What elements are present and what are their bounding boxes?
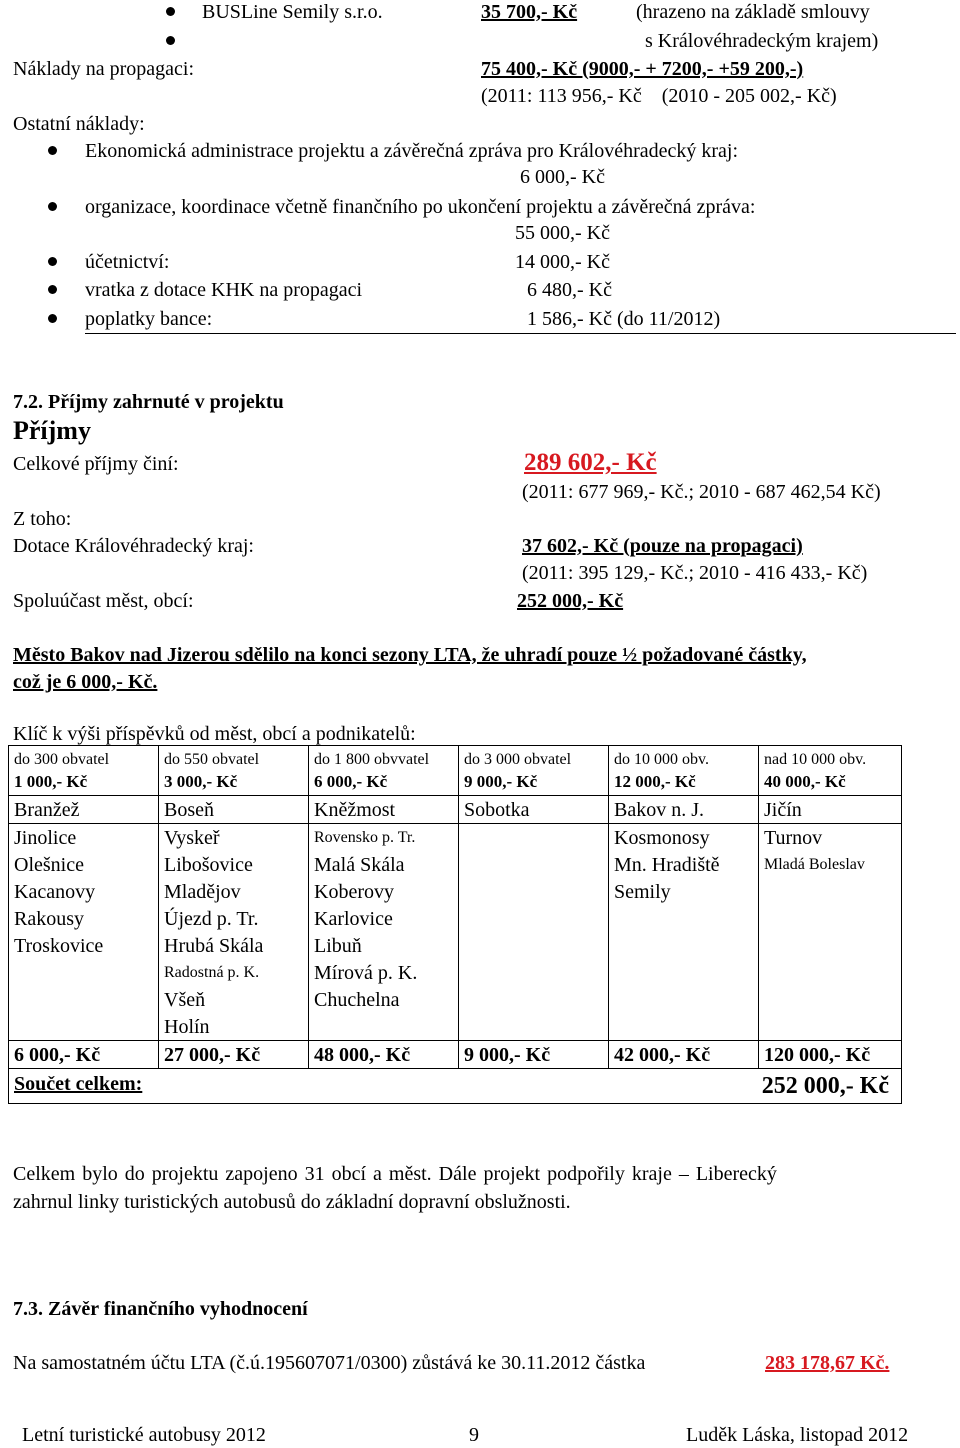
bullet-item-4: [48, 285, 57, 294]
total-cell: 42 000,- Kč: [609, 1041, 759, 1069]
table-cell: Všeň: [159, 986, 309, 1013]
table-cell: [459, 851, 609, 878]
income-total-history: (2011: 677 969,- Kč.; 2010 - 687 462,54 Kč): [522, 481, 881, 503]
cost-item-label: organizace, koordinace včetně finančního po ukončení projektu a závěrečná zpráva:: [85, 196, 756, 218]
sum-label: Součet celkem:: [14, 1073, 143, 1095]
table-cell: Troskovice: [9, 932, 159, 959]
bullet-item-1: [48, 146, 57, 155]
table-cell: Koberovy: [309, 878, 459, 905]
contribution-key-table: [8, 745, 902, 1104]
total-cell: 27 000,- Kč: [159, 1041, 309, 1069]
table-cell: [759, 878, 902, 905]
table-cell: Boseň: [159, 796, 309, 824]
cost-item-label: vratka z dotace KHK na propagaci: [85, 279, 363, 301]
busline-note-2: s Královéhradeckým krajem): [645, 30, 879, 52]
footer-right: Luděk Láska, listopad 2012: [686, 1424, 909, 1446]
sum-value: 252 000,- Kč: [761, 1073, 889, 1099]
conclusion-heading: 7.3. Závěr finančního vyhodnocení: [13, 1298, 308, 1320]
table-cell: Malá Skála: [309, 851, 459, 878]
propagation-amount: 75 400,- Kč (9000,- + 7200,- +59 200,-): [481, 58, 804, 80]
bakov-notice-line-1: Město Bakov nad Jizerou sdělilo na konci sezony LTA, že uhradí pouze ½ požadované částky,: [13, 644, 807, 666]
cost-item-amount: 14 000,- Kč: [515, 251, 610, 273]
table-cell: Mladá Boleslav: [759, 851, 902, 878]
income-towns-value: 252 000,- Kč: [517, 590, 624, 612]
table-cell: Hrubá Skála: [159, 932, 309, 959]
table-cell: [759, 905, 902, 932]
header-cell: do 300 obvatel 1 000,- Kč: [9, 746, 159, 796]
table-cell: [759, 959, 902, 986]
table-cell: [759, 986, 902, 1013]
table-row: [9, 851, 902, 878]
table-cell: [459, 824, 609, 852]
table-header-row: [9, 746, 902, 796]
cost-item-amount: 1 586,- Kč (do 11/2012): [527, 308, 721, 330]
bullet-item-2: [48, 202, 57, 211]
income-region-history: (2011: 395 129,- Kč.; 2010 - 416 433,- Kč): [522, 562, 868, 584]
income-total-label: Celkové příjmy činí:: [13, 453, 179, 475]
total-cell: 120 000,- Kč: [759, 1041, 902, 1069]
table-cell: [609, 932, 759, 959]
table-cell: [459, 905, 609, 932]
footer-page-number: 9: [469, 1424, 479, 1446]
table-cell: Holín: [159, 1013, 309, 1041]
table-cell: Branžež: [9, 796, 159, 824]
table-cell: [9, 1013, 159, 1041]
table-cell: [459, 1013, 609, 1041]
table-cell: Karlovice: [309, 905, 459, 932]
table-sum-row: [9, 1069, 902, 1104]
table-cell: Mn. Hradiště: [609, 851, 759, 878]
table-row: [9, 1013, 902, 1041]
table-row: [9, 878, 902, 905]
table-cell: Libošovice: [159, 851, 309, 878]
table-cell: Sobotka: [459, 796, 609, 824]
table-cell: [459, 878, 609, 905]
income-section-heading: 7.2. Příjmy zahrnuté v projektu: [13, 391, 284, 413]
bakov-notice-line-2: což je 6 000,- Kč.: [13, 671, 158, 693]
header-cell: do 550 obvatel 3 000,- Kč: [159, 746, 309, 796]
conclusion-text: Na samostatném účtu LTA (č.ú.195607071/0300) zůstává ke 30.11.2012 částka: [13, 1352, 646, 1374]
table-row: [9, 824, 902, 852]
table-cell: [759, 932, 902, 959]
table-cell: Vyskeř: [159, 824, 309, 852]
table-cell: [759, 1013, 902, 1041]
bullet-item-5: [48, 314, 57, 323]
table-cell: Mírová p. K.: [309, 959, 459, 986]
header-cell: do 1 800 obvvatel 6 000,- Kč: [309, 746, 459, 796]
table-cell: Mladějov: [159, 878, 309, 905]
sum-cell: [9, 1069, 902, 1104]
cost-item-label: poplatky bance:: [85, 308, 213, 330]
bullet-item-3: [48, 257, 57, 266]
table-cell: Semily: [609, 878, 759, 905]
footer-left: Letní turistické autobusy 2012: [22, 1424, 266, 1446]
table-totals-row: [9, 1041, 902, 1069]
table-cell: [609, 959, 759, 986]
table-cell: [9, 959, 159, 986]
header-cell: nad 10 000 obv. 40 000,- Kč: [759, 746, 902, 796]
table-cell: Turnov: [759, 824, 902, 852]
table-cell: [459, 932, 609, 959]
table-row: [9, 932, 902, 959]
busline-amount: 35 700,- Kč: [481, 1, 578, 23]
cost-item-amount: 55 000,- Kč: [515, 222, 610, 244]
table-cell: Kacanovy: [9, 878, 159, 905]
total-cell: 6 000,- Kč: [9, 1041, 159, 1069]
cost-item-amount: 6 000,- Kč: [520, 166, 605, 188]
table-cell: Újezd p. Tr.: [159, 905, 309, 932]
propagation-history: (2011: 113 956,- Kč (2010 - 205 002,- Kč): [481, 85, 837, 107]
table-cell: [9, 986, 159, 1013]
bullet-busline-note: [166, 36, 175, 45]
income-region-value: 37 602,- Kč (pouze na propagaci): [522, 535, 803, 557]
table-cell: Kněžmost: [309, 796, 459, 824]
busline-note-1: (hrazeno na základě smlouvy: [636, 1, 870, 23]
table-cell: Bakov n. J.: [609, 796, 759, 824]
summary-line-2: zahrnul linky turistických autobusů do základní dopravní obslužnosti.: [13, 1191, 571, 1213]
table-cell: Olešnice: [9, 851, 159, 878]
table-cell: [459, 986, 609, 1013]
other-costs-label: Ostatní náklady:: [13, 113, 145, 135]
table-cell: [309, 1013, 459, 1041]
income-region-label: Dotace Královéhradecký kraj:: [13, 535, 254, 557]
cost-item-label: účetnictví:: [85, 251, 170, 273]
bullet-busline: [166, 7, 175, 16]
income-of-which: Z toho:: [13, 508, 72, 530]
table-row: [9, 986, 902, 1013]
income-total-value: 289 602,- Kč: [524, 449, 657, 476]
income-title: Příjmy: [13, 416, 91, 445]
table-cell: Jinolice: [9, 824, 159, 852]
table-cell: Jičín: [759, 796, 902, 824]
propagation-label: Náklady na propagaci:: [13, 58, 195, 80]
busline-name: BUSLine Semily s.r.o.: [202, 1, 383, 23]
header-cell: do 10 000 obv. 12 000,- Kč: [609, 746, 759, 796]
cost-item-amount: 6 480,- Kč: [527, 279, 612, 301]
table-cell: Radostná p. K.: [159, 959, 309, 986]
total-cell: 9 000,- Kč: [459, 1041, 609, 1069]
table-cell: Chuchelna: [309, 986, 459, 1013]
key-table-title: Klíč k výši příspěvků od měst, obcí a podnikatelů:: [13, 723, 416, 745]
costs-divider: [85, 333, 956, 334]
income-towns-label: Spoluúčast měst, obcí:: [13, 590, 194, 612]
summary-line-1: Celkem bylo do projektu zapojeno 31 obcí a měst. Dále projekt podpořily kraje – Liberecký: [13, 1163, 777, 1185]
table-row: [9, 959, 902, 986]
header-cell: do 3 000 obvatel 9 000,- Kč: [459, 746, 609, 796]
table-cell: Rovensko p. Tr.: [309, 824, 459, 852]
table-cell: [609, 986, 759, 1013]
table-cell: Libuň: [309, 932, 459, 959]
table-cell: [609, 905, 759, 932]
total-cell: 48 000,- Kč: [309, 1041, 459, 1069]
table-cell: [609, 1013, 759, 1041]
table-row: [9, 796, 902, 824]
cost-item-label: Ekonomická administrace projektu a závěrečná zpráva pro Královéhradecký kraj:: [85, 140, 739, 162]
conclusion-amount: 283 178,67 Kč.: [765, 1352, 890, 1374]
table-cell: Kosmonosy: [609, 824, 759, 852]
table-cell: [459, 959, 609, 986]
table-row: [9, 905, 902, 932]
table-cell: Rakousy: [9, 905, 159, 932]
